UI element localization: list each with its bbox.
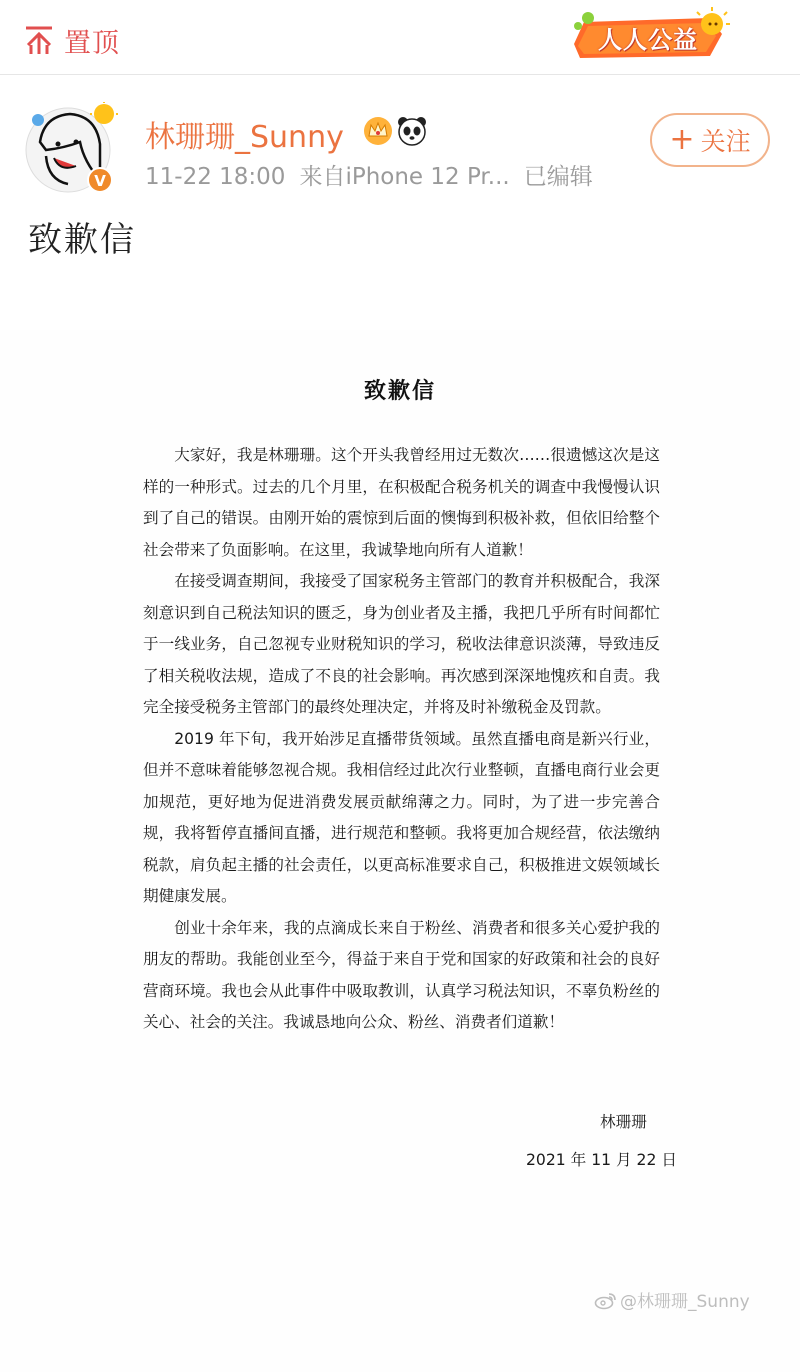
letter-paragraph: 2019 年下旬，我开始涉足直播带货领域。虽然直播电商是新兴行业，但并不意味着能够忽视合规。我相信经过此次行业整顿，直播电商行业会更加规范，更好地为促进消费发展贡献绵薄之力。同时，为了进一步完善合规，我将暂停直播间直播，进行规范和整顿。我将更加合规经营，依法缴纳税款，肩负起主播的社会责任，以更高标准要求自己，积极推进文娱领域长期健康发展。	[143, 729, 660, 905]
letter-title: 致歉信	[363, 379, 436, 404]
svg-text:V: V	[94, 172, 106, 190]
letter-paragraph: 创业十余年来，我的点滴成长来自于粉丝、消费者和很多关心爱护我的朋友的帮助。我能创业至今，得益于来自于党和国家的好政策和社会的良好营商环境。我也会从此事件中吸取教训，认真学习税法知识，不辜负粉丝的关心、社会的关注。我诚恳地向公众、粉丝、消费者们道歉！	[143, 918, 660, 1031]
crown-icon	[362, 114, 394, 146]
edited-label[interactable]: 已编辑	[523, 164, 593, 190]
post-meta	[145, 158, 607, 191]
follow-button[interactable]	[650, 113, 770, 167]
avatar[interactable]	[24, 102, 118, 196]
weibo-logo-icon	[594, 1290, 618, 1310]
plus-icon: +	[669, 122, 695, 157]
letter-paragraph: 在接受调查期间，我接受了国家税务主管部门的教育并积极配合，我深刻意识到自己税法知识的匮乏，身为创业者及主播，我把几乎所有时间都忙于一线业务，自己忽视专业财税知识的学习，税收法律意识淡薄，导致违反了相关税收法规，造成了不良的社会影响。再次感到深深地愧疚和自责。我完全接受税务主管部门的最终处理决定，并将及时补缴税金及罚款。	[143, 572, 660, 716]
pin-top-icon	[22, 23, 56, 57]
pin-label: 置顶	[64, 27, 120, 59]
panda-icon	[396, 114, 428, 146]
letter-signature: 林珊珊	[600, 1113, 647, 1131]
letter-body	[143, 440, 660, 1039]
letter-paragraph: 大家好，我是林珊珊。这个开头我曾经用过无数次……很遗憾这次是这样的一种形式。过去的几个月里，在积极配合税务机关的调查中我慢慢认识到了自己的错误。由刚开始的震惊到后面的懊悔到积极补救，但依旧给整个社会带来了负面影响。在这里，我诚挚地向所有人道歉！	[143, 446, 660, 559]
charity-label: 人人公益	[598, 26, 698, 54]
post-source[interactable]: 来自iPhone 12 Pr...	[299, 164, 510, 190]
avatar-image	[24, 102, 118, 196]
top-bar	[0, 0, 800, 75]
watermark-text: @林珊珊_Sunny	[620, 1292, 750, 1312]
letter-date: 2021 年 11 月 22 日	[526, 1151, 677, 1169]
post-time: 11-22 18:00	[145, 164, 286, 190]
letter-image[interactable]	[0, 330, 800, 1372]
username[interactable]: 林珊珊_Sunny	[145, 120, 344, 155]
pinned-indicator	[22, 20, 120, 60]
post-text: 致歉信	[28, 220, 136, 260]
watermark	[594, 1287, 750, 1312]
follow-label: 关注	[700, 127, 751, 156]
charity-badge[interactable]	[560, 4, 742, 66]
